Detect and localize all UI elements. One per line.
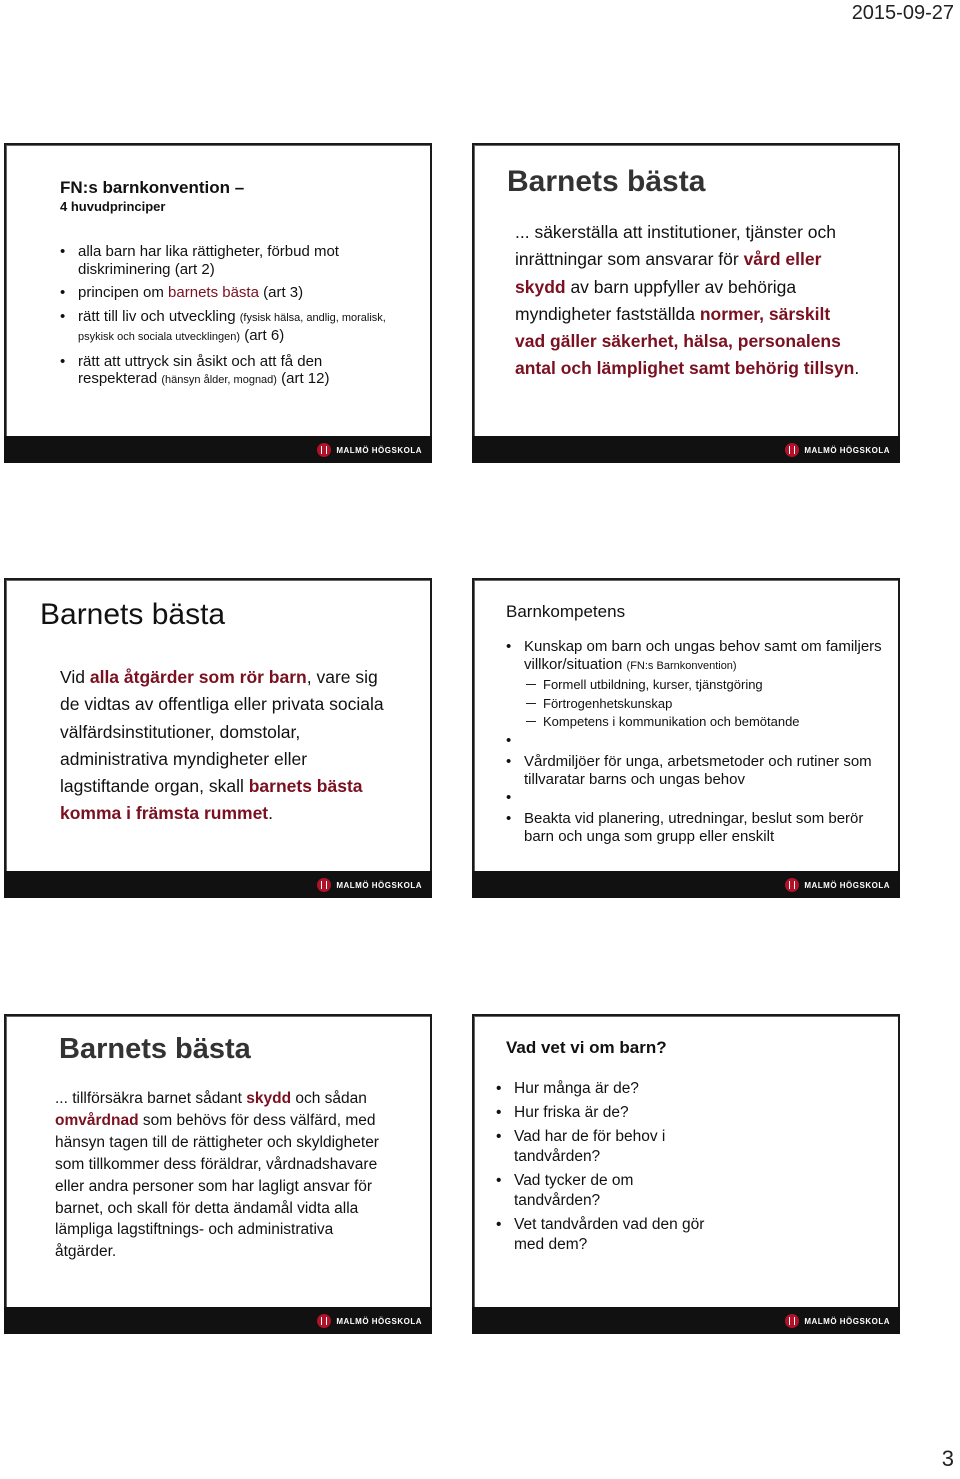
- slide-body: [474, 145, 898, 437]
- slide-footer: [4, 871, 432, 898]
- spacer: [506, 732, 886, 753]
- slide-title: Vad vet vi om barn?: [506, 1038, 667, 1057]
- highlight-text: barnets bästa: [168, 284, 259, 301]
- logo-icon: [785, 443, 799, 457]
- slide-title: Barnets bästa: [59, 1033, 251, 1065]
- list-item: • Beakta vid planering, utredningar, beslut som berör barn och unga som grupp eller enskilt: [506, 810, 886, 846]
- malmo-hogskola-logo: MALMÖ HÖGSKOLA: [785, 877, 890, 893]
- malmo-hogskola-logo: MALMÖ HÖGSKOLA: [785, 442, 890, 458]
- slide-title: Barnkompetens: [506, 602, 626, 621]
- logo-icon: [317, 443, 331, 457]
- principles-list: [60, 243, 400, 396]
- malmo-hogskola-logo: MALMÖ HÖGSKOLA: [317, 877, 422, 893]
- slide-footer: [472, 871, 900, 898]
- slide-footer: [472, 1307, 900, 1334]
- slide-barnets-basta-2: [4, 578, 432, 898]
- slide-vad-vet-vi: [472, 1014, 900, 1334]
- competence-list: [506, 638, 886, 846]
- slide-barnkompetens: [472, 578, 900, 898]
- list-item: • principen om barnets bästa (art 3): [60, 284, 400, 302]
- logo-icon: [785, 1314, 799, 1328]
- slide-body: [6, 1016, 430, 1308]
- slide-body: [6, 145, 430, 437]
- slide-title: Barnets bästa: [507, 165, 706, 198]
- sub-list-item: Kompetens i kommunikation och bemötande: [523, 713, 886, 732]
- sub-list-item: Förtrogenhetskunskap: [523, 695, 886, 714]
- list-item: • Vad har de för behov i tandvården?: [496, 1127, 716, 1167]
- malmo-hogskola-logo: MALMÖ HÖGSKOLA: [785, 1313, 890, 1329]
- page-date: 2015-09-27: [851, 2, 954, 24]
- slide-barnets-basta-1: [472, 143, 900, 463]
- slide-title: Barnets bästa: [40, 598, 226, 631]
- page-number: 3: [941, 1446, 954, 1471]
- list-item: • rätt till liv och utveckling (fysisk hälsa, andlig, moralisk, psykisk och sociala utvecklingen) (art 6): [60, 308, 400, 347]
- slide-fn-barnkonvention: [4, 143, 432, 463]
- list-item: • Vet tandvården vad den gör med dem?: [496, 1215, 716, 1255]
- logo-icon: [785, 878, 799, 892]
- list-item: • alla barn har lika rättigheter, förbud mot diskriminering (art 2): [60, 243, 400, 278]
- spacer: [506, 789, 886, 810]
- list-item: • Hur friska är de?: [496, 1103, 716, 1123]
- list-item: • Hur många är de?: [496, 1079, 716, 1099]
- slide-title: FN:s barnkonvention –: [60, 178, 245, 197]
- slide-footer: [4, 436, 432, 463]
- slide-body: [474, 1016, 898, 1308]
- list-item: • Vårdmiljöer för unga, arbetsmetoder och rutiner som tillvaratar barns och ungas behov: [506, 753, 886, 789]
- list-item: • Vad tycker de om tandvården?: [496, 1171, 716, 1211]
- slide-footer: [472, 436, 900, 463]
- sub-list-item: Formell utbildning, kurser, tjänstgöring: [523, 676, 886, 695]
- list-item: • Kunskap om barn och ungas behov samt om familjers villkor/situation (FN:s Barnkonvention) Formell utbildning, kurser, tjänstgöring Förtrogenhetskunskap Kompetens i kommunikation och bemötande: [506, 638, 886, 732]
- slide-body: [474, 580, 898, 872]
- sub-list: [523, 676, 886, 732]
- logo-icon: [317, 878, 331, 892]
- slide-text: Vid alla åtgärder som rör barn, vare sig de vidtas av offentliga eller privata sociala välfärdsinstitutioner, domstolar, administrativa myndigheter eller lagstiftande organ, skall barnets bästa komma i främsta rummet.: [60, 667, 384, 824]
- logo-icon: [317, 1314, 331, 1328]
- slide-content: [506, 638, 886, 846]
- slide-text: ... tillförsäkra barnet sådant skydd och sådan omvårdnad som behövs för dess välfärd, med hänsyn tagen till de rättigheter och skyldigheter som tillkommer dess föräldrar, vårdnadshavare eller andra personer som har lagligt ansvar för barnet, och skall för detta ändamål vidta alla lämpliga lagstiftnings- och administrativa åtgärder.: [55, 1090, 379, 1261]
- slide-text: ... säkerställa att institutioner, tjänster och inrättningar som ansvarar för vård eller skydd av barn uppfyller av behöriga myndigheter fastställda normer, särskilt vad gäller säkerhet, hälsa, personalens antal och lämplighet samt behörig tillsyn.: [515, 222, 860, 379]
- slide-body: [6, 580, 430, 872]
- slide-subtitle: 4 huvudprinciper: [60, 199, 166, 214]
- questions-list: [496, 1079, 716, 1259]
- slide-barnets-basta-3: [4, 1014, 432, 1334]
- list-item: • rätt att uttryck sin åsikt och att få den respekterad (hänsyn ålder, mognad) (art 12): [60, 353, 400, 390]
- slide-footer: [4, 1307, 432, 1334]
- malmo-hogskola-logo: MALMÖ HÖGSKOLA: [317, 442, 422, 458]
- malmo-hogskola-logo: MALMÖ HÖGSKOLA: [317, 1313, 422, 1329]
